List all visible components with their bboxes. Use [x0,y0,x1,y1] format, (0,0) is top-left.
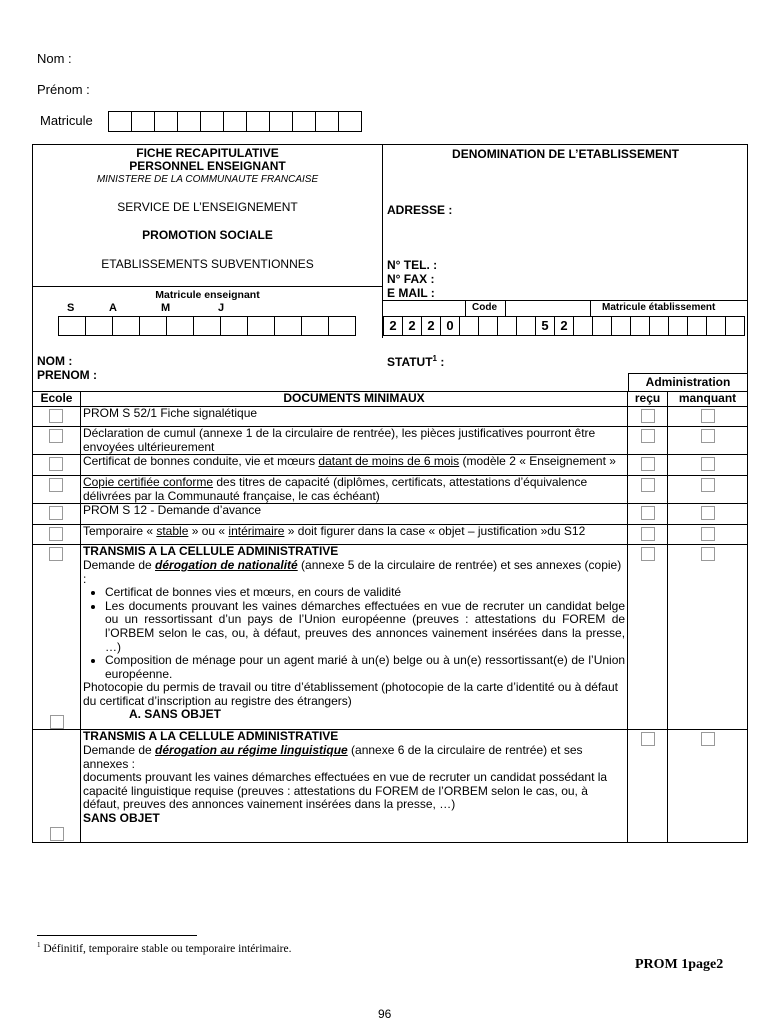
statut-text: STATUT [387,355,433,369]
nom-field-label: NOM : [37,354,73,368]
table-row [33,427,748,455]
letter-s: S [67,302,75,314]
statut-footnote-ref: 1 [432,354,437,363]
documents-table [32,391,748,843]
matricule-enseignant-boxes[interactable] [58,316,356,336]
code-box[interactable] [574,317,593,335]
doc-part: (annexe 5 de la circulaire de rentrée) et ses annexes (copie) : [82,557,622,586]
ecole-checkbox[interactable] [49,457,63,471]
title-line2: PERSONNEL ENSEIGNANT [129,159,286,173]
recu-checkbox[interactable] [641,547,655,561]
manquant-checkbox[interactable] [701,732,715,746]
recu-checkbox[interactable] [641,429,655,443]
list-item: • Certificat de bonnes vies et mœurs, en cours de validité [105,586,625,600]
list-item: • Composition de ménage pour un agent marié à un(e) belge ou à un(e) ressortissant(e) de l’Union européenne. [105,654,625,681]
table-row [33,545,748,730]
code-box[interactable] [726,317,744,335]
matricule-boxes[interactable] [108,111,362,132]
statut-colon: : [437,355,445,369]
ecole-checkbox[interactable] [49,409,63,423]
col-docs: DOCUMENTS MINIMAUX [80,392,627,407]
footnote-text: Définitif, temporaire stable ou temporaire intérimaire. [40,942,292,955]
sans-objet-text: SANS OBJET [82,810,160,825]
code-tick3 [590,300,591,316]
letter-j: J [218,302,225,314]
fiche-title [33,147,382,173]
ecole-checkbox[interactable] [49,478,63,492]
doc-text [80,455,627,476]
code-tick1 [465,300,466,316]
matricule-box[interactable] [339,112,361,131]
header-divider [382,144,383,338]
recu-checkbox[interactable] [641,732,655,746]
annex-list [83,586,625,681]
table-row [33,455,748,476]
ecole-checkbox-sans-objet[interactable] [50,715,64,729]
manquant-checkbox[interactable] [701,478,715,492]
doc-underlined: Copie certifiée conforme [82,474,214,489]
doc-part: Certificat de bonnes conduite, vie et mœurs [82,454,319,469]
col-ecole: Ecole [33,392,81,407]
photocopie-text: Photocopie du permis de travail ou titre d’établissement (photocopie de la carte d’identité ou à défaut du certificat d’inscription au registre des étrangers) [82,680,618,708]
doc-underlined: dérogation au régime linguistique [155,742,348,757]
table-row [33,524,748,545]
sans-objet-text: A. SANS OBJET [128,707,221,722]
doc-text [80,730,627,843]
mat-ens-box[interactable] [140,317,167,335]
nom-label: Nom : [37,51,72,66]
mat-ens-box[interactable] [86,317,113,335]
matricule-box[interactable] [270,112,293,131]
code-box[interactable] [669,317,688,335]
code-box[interactable] [498,317,517,335]
mat-ens-box[interactable] [194,317,221,335]
code-box[interactable] [460,317,479,335]
etablissements: ETABLISSEMENTS SUBVENTIONNES [101,257,314,271]
code-box[interactable] [612,317,631,335]
header-hline [32,286,383,287]
doc-underlined: intérimaire [228,523,285,538]
code-box[interactable]: 2 [384,317,403,335]
transmis-title: TRANSMIS A LA CELLULE ADMINISTRATIVE [82,729,339,744]
manquant-checkbox[interactable] [701,527,715,541]
recu-checkbox[interactable] [641,409,655,423]
matricule-box[interactable] [155,112,178,131]
matricule-box[interactable] [316,112,339,131]
page-number: 96 [378,1007,392,1021]
transmis-title: TRANSMIS A LA CELLULE ADMINISTRATIVE [82,544,339,559]
manquant-checkbox[interactable] [701,457,715,471]
mat-ens-box[interactable] [59,317,86,335]
matricule-box[interactable] [201,112,224,131]
footnote-ref: 1 [37,941,41,949]
code-label: Code [472,302,497,313]
letter-a: A [109,302,117,314]
manquant-checkbox[interactable] [701,506,715,520]
recu-checkbox[interactable] [641,506,655,520]
promotion-sociale: PROMOTION SOCIALE [142,228,273,242]
table-row [33,504,748,525]
code-box[interactable] [593,317,612,335]
doc-text [80,524,627,545]
ecole-checkbox[interactable] [50,827,64,841]
title-line1: FICHE RECAPITULATIVE [136,146,279,160]
matricule-box[interactable] [224,112,247,131]
prenom-label: Prénom : [37,82,90,97]
doc-part: Demande de [82,742,156,757]
adresse-label: ADRESSE : [387,203,453,217]
matricule-label: Matricule [40,113,93,128]
derogation-linguistique [83,744,625,771]
footnote-rule [37,935,197,936]
code-box[interactable]: 0 [441,317,460,335]
doc-underlined: datant de moins de 6 mois [318,454,460,469]
doc-part: des titres de capacité (diplômes, certificats, attestations d’équivalence délivrées par la Communauté française, le cas échéant) [82,474,588,503]
ecole-checkbox[interactable] [49,506,63,520]
doc-part: Temporaire « [82,523,157,538]
denomination: DENOMINATION DE L’ETABLISSEMENT [452,147,679,161]
ecole-checkbox[interactable] [49,429,63,443]
table-row [33,730,748,843]
fax-label: N° FAX : [387,272,435,286]
matricule-box[interactable] [293,112,316,131]
col-recu: reçu [628,392,668,407]
doc-underlined: stable [156,523,189,538]
doc-text: PROM S 12 - Demande d’avance [80,504,627,525]
mat-ens-box[interactable] [329,317,355,335]
matricule-enseignant-label: Matricule enseignant [155,289,260,301]
col-manquant: manquant [668,392,748,407]
matricule-box[interactable] [178,112,201,131]
table-row [33,406,748,427]
code-box[interactable] [707,317,726,335]
recu-checkbox[interactable] [641,527,655,541]
mat-ens-box[interactable] [221,317,248,335]
mat-ens-box[interactable] [113,317,140,335]
mat-ens-box[interactable] [167,317,194,335]
recu-checkbox[interactable] [641,457,655,471]
doc-part: » doit figurer dans la case « objet – justification »du S12 [284,523,586,538]
recu-checkbox[interactable] [641,478,655,492]
mat-ens-box[interactable] [275,317,302,335]
code-hline [383,300,748,301]
table-header-row [33,392,748,407]
statut-label [387,354,444,369]
administration-header: Administration [628,373,748,391]
service: SERVICE DE L’ENSEIGNEMENT [117,200,298,214]
code-box[interactable] [631,317,650,335]
manquant-checkbox[interactable] [701,409,715,423]
letter-m: M [161,302,171,314]
prenom-field-label: PRENOM : [37,368,97,382]
ecole-checkbox[interactable] [49,527,63,541]
matricule-box[interactable] [109,112,132,131]
documents-text: documents prouvant les vaines démarches effectuées en vue de recruter un candidat possédant la capacité linguistique requise (preuves : attestations du FOREM de l’ORBEM selon le cas, ou, à défaut, preuves des annonces vainement insérées dans la presse, …) [82,770,608,812]
ecole-checkbox[interactable] [49,547,63,561]
code-box[interactable]: 2 [403,317,422,335]
tel-label: N° TEL. : [387,258,438,272]
code-box[interactable] [517,317,536,335]
manquant-checkbox[interactable] [701,429,715,443]
mat-ens-box[interactable] [302,317,329,335]
doc-text [80,545,627,730]
matricule-etab-label: Matricule établissement [602,302,716,313]
list-item: • Les documents prouvant les vaines démarches effectuées en vue de recruter un candidat belge ou un ressortissant d’un pays de l’Union européenne (preuves : attestations du FOREM de l’ORBEM selon le cas, ou, à défaut, preuves des annonces vainement insérées dans la presse, …) [105,600,625,654]
doc-part: » ou « [188,523,229,538]
code-tick2 [505,300,506,316]
code-boxes[interactable] [383,316,745,336]
doc-part: Demande de [82,557,156,572]
code-box[interactable]: 5 [536,317,555,335]
doc-underlined: dérogation de nationalité [155,557,298,572]
code-box[interactable]: 2 [555,317,574,335]
ministry: MINISTERE DE LA COMMUNAUTE FRANCAISE [96,174,319,185]
matricule-box[interactable] [132,112,155,131]
matricule-box[interactable] [247,112,270,131]
code-box[interactable]: 2 [422,317,441,335]
manquant-checkbox[interactable] [701,547,715,561]
mat-ens-box[interactable] [248,317,275,335]
doc-text: PROM S 52/1 Fiche signalétique [80,406,627,427]
code-box[interactable] [479,317,498,335]
code-box[interactable] [650,317,669,335]
doc-text: Déclaration de cumul (annexe 1 de la circulaire de rentrée), les pièces justificatives pourront être envoyées ultérieurement [80,427,627,455]
code-box[interactable] [688,317,707,335]
doc-part: (modèle 2 « Enseignement » [459,454,616,469]
email-label: E MAIL : [387,286,435,300]
doc-part: (annexe 6 de la circulaire de rentrée) et ses annexes : [82,742,583,771]
derogation-nationalite [83,559,625,586]
prom-page-label: PROM 1page2 [635,957,724,972]
footnote [37,941,291,955]
doc-text [80,475,627,503]
table-row [33,475,748,503]
